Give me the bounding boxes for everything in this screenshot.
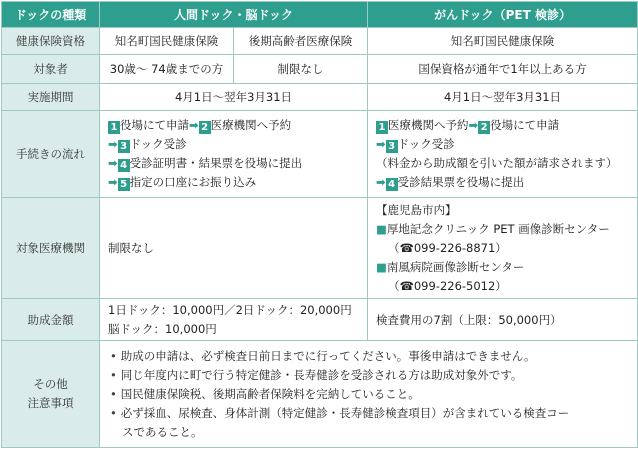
ningen-period: 4月1日～翌年3月31日 bbox=[100, 84, 368, 111]
step-1-badge: 1 bbox=[376, 121, 388, 134]
note-item-2-text: 同じ年度内に町で行う特定健診・長寿健診を受診される方は助成対象外です。 bbox=[120, 367, 523, 382]
gan-step-2: 役場にて申請 bbox=[490, 118, 560, 132]
row-insurance bbox=[2, 28, 638, 55]
ningen-insurance-elderly: 後期高齢者医療保険 bbox=[234, 28, 368, 55]
bullet-icon: • bbox=[110, 405, 117, 420]
step-4-badge: 4 bbox=[118, 159, 130, 172]
gan-clinic-1 bbox=[376, 220, 637, 239]
header-ningen-dock: 人間ドック・脳ドック bbox=[100, 2, 368, 28]
gan-clinic-2-name: 南風病院画像診断センター bbox=[386, 259, 525, 274]
row-target bbox=[2, 55, 638, 84]
row-period bbox=[2, 84, 638, 111]
row-institution bbox=[2, 198, 638, 299]
ningen-institution: 制限なし bbox=[100, 198, 368, 299]
gan-insurance: 知名町国民健康保険 bbox=[368, 28, 638, 55]
ningen-step-3: ドック受診 bbox=[129, 137, 187, 151]
gan-institution-area: 【鹿児島市内】 bbox=[376, 202, 457, 217]
step-4-badge: 4 bbox=[386, 178, 398, 191]
label-insurance: 健康保険資格 bbox=[2, 28, 100, 55]
step-5-badge: 5 bbox=[118, 178, 130, 191]
label-procedure: 手続きの流れ bbox=[2, 111, 100, 198]
ningen-step-2: 医療機関へ予約 bbox=[210, 118, 292, 132]
label-target: 対象者 bbox=[2, 55, 100, 84]
subsidy-table bbox=[1, 1, 638, 448]
note-item-1 bbox=[110, 347, 637, 366]
note-item-3 bbox=[110, 385, 637, 404]
notes-list bbox=[100, 341, 638, 448]
gan-clinic-2-tel: （☎099-226-5012） bbox=[388, 278, 507, 293]
ningen-step-1: 役場にて申請 bbox=[120, 118, 189, 132]
gan-institution bbox=[368, 198, 638, 299]
bullet-icon: • bbox=[110, 386, 117, 401]
ningen-amount bbox=[100, 299, 368, 341]
gan-step-note: （料金から助成額を引いた額が請求されます） bbox=[376, 156, 618, 170]
gan-step-3: ドック受診 bbox=[397, 137, 455, 151]
row-amount bbox=[2, 299, 638, 341]
note-item-3-text: 国民健康保険税、後期高齢者保険料を完納していること。 bbox=[120, 386, 420, 401]
label-period: 実施期間 bbox=[2, 84, 100, 111]
header-gan-dock: がんドック（PET 検診） bbox=[368, 2, 638, 28]
label-institution: 対象医療機関 bbox=[2, 198, 100, 299]
gan-step-4: 受診結果票を役場に提出 bbox=[397, 175, 525, 189]
step-2-badge: 2 bbox=[199, 121, 211, 134]
arrow-icon: ➡ bbox=[376, 175, 386, 189]
note-item-4 bbox=[110, 404, 637, 423]
ningen-insurance-national: 知名町国民健康保険 bbox=[100, 28, 234, 55]
label-notes bbox=[2, 341, 100, 448]
arrow-icon: ➡ bbox=[108, 137, 118, 151]
label-notes-1: その他 bbox=[33, 377, 68, 391]
gan-step-line-4 bbox=[376, 173, 637, 192]
label-notes-2: 注意事項 bbox=[27, 396, 74, 410]
ningen-step-line-3 bbox=[108, 154, 367, 173]
gan-clinic-1-name: 厚地記念クリニック PET 画像診断センター bbox=[386, 221, 610, 236]
ningen-amount-line-1: 1日ドック：10,000円／2日ドック：20,000円 bbox=[108, 302, 352, 317]
gan-period: 4月1日～翌年3月31日 bbox=[368, 84, 638, 111]
ningen-step-4: 受診証明書・結果票を役場に提出 bbox=[129, 156, 303, 170]
ningen-target-unlimited: 制限なし bbox=[234, 55, 368, 84]
note-item-4-text: 必ず採血、尿検査、身体計測（特定健診・長寿健診検査項目）が含まれている検査コー bbox=[120, 405, 570, 420]
row-notes bbox=[2, 341, 638, 448]
header-dock-type: ドックの種類 bbox=[2, 2, 100, 28]
ningen-procedure bbox=[100, 111, 368, 198]
step-3-badge: 3 bbox=[386, 140, 398, 153]
note-item-1-text: 助成の申請は、必ず検査日前日までに行ってください。事後申請はできません。 bbox=[120, 348, 536, 363]
arrow-icon: ➡ bbox=[189, 118, 199, 132]
ningen-amount-line-2: 脳ドック：10,000円 bbox=[108, 321, 217, 336]
gan-amount: 検査費用の7割（上限：50,000円） bbox=[368, 299, 638, 341]
label-amount: 助成金額 bbox=[2, 299, 100, 341]
header-row bbox=[2, 2, 638, 28]
ningen-step-line-4 bbox=[108, 173, 367, 192]
ningen-step-5: 指定の口座にお振り込み bbox=[129, 175, 257, 189]
gan-step-line-2 bbox=[376, 135, 637, 154]
row-procedure bbox=[2, 111, 638, 198]
gan-clinic-1-tel: （☎099-226-8871） bbox=[388, 240, 507, 255]
arrow-icon: ➡ bbox=[108, 175, 118, 189]
bullet-icon: • bbox=[110, 348, 117, 363]
arrow-icon: ➡ bbox=[468, 118, 479, 132]
ningen-target-age: 30歳～ 74歳までの方 bbox=[100, 55, 234, 84]
arrow-icon: ➡ bbox=[108, 156, 118, 170]
note-item-2 bbox=[110, 366, 637, 385]
gan-step-1: 医療機関へ予約 bbox=[388, 118, 469, 132]
square-bullet-icon: ■ bbox=[376, 259, 387, 274]
note-item-4-cont: スであること。 bbox=[122, 424, 203, 439]
step-3-badge: 3 bbox=[118, 140, 130, 153]
gan-clinic-2 bbox=[376, 258, 637, 277]
ningen-step-line-2 bbox=[108, 135, 367, 154]
square-bullet-icon: ■ bbox=[376, 221, 387, 236]
step-1-badge: 1 bbox=[108, 121, 120, 134]
gan-procedure bbox=[368, 111, 638, 198]
gan-step-line-1 bbox=[376, 116, 637, 135]
gan-target: 国保資格が通年で1年以上ある方 bbox=[368, 55, 638, 84]
arrow-icon: ➡ bbox=[376, 137, 386, 151]
bullet-icon: • bbox=[110, 367, 117, 382]
ningen-step-line-1 bbox=[108, 116, 367, 135]
step-2-badge: 2 bbox=[478, 121, 490, 134]
